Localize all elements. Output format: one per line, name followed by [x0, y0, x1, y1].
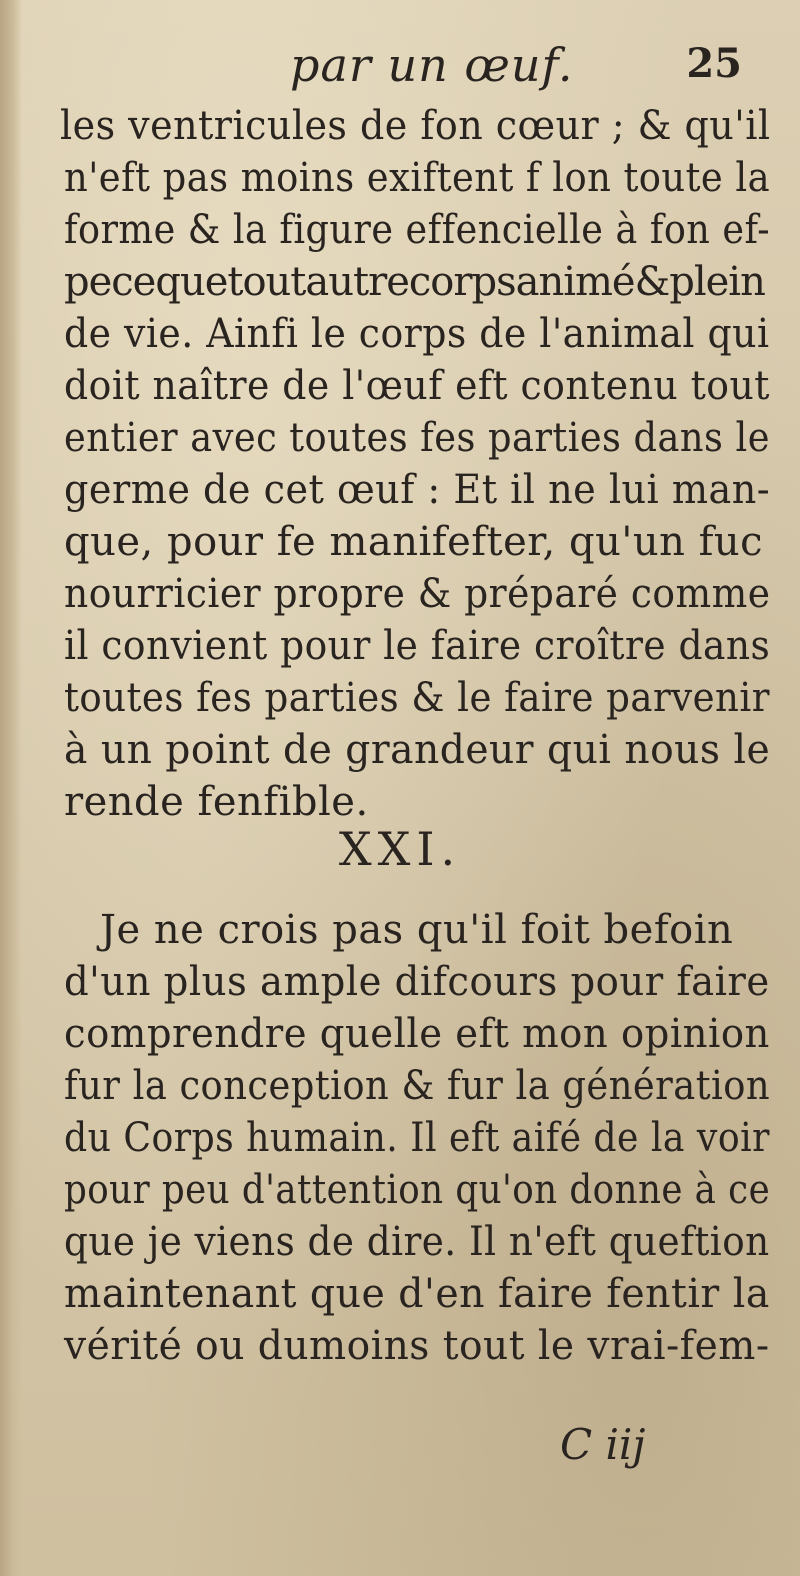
text-line: du Corps humain. Il eft aifé de la voir — [64, 1115, 770, 1161]
text-line: rende fenfible. — [64, 779, 369, 825]
text-line: d'un plus ample difcours pour faire — [64, 959, 770, 1005]
text-line: nourricier propre & préparé comme — [64, 571, 771, 617]
text-line: il convient pour le faire croître dans — [64, 623, 771, 669]
text-line: germe de cet œuf : Et il ne lui man- — [64, 467, 771, 513]
text-line: que, pour fe manifefter, qu'un fuc — [64, 519, 764, 565]
text-line: entier avec toutes fes parties dans le — [64, 415, 770, 461]
text-line: pecequetoutautrecorpsanimé&plein — [64, 259, 765, 305]
signature-mark: C iij — [560, 1420, 646, 1469]
text-line: Je ne crois pas qu'il foit befoin — [100, 907, 734, 953]
page-gutter — [0, 0, 22, 1576]
text-line: doit naître de l'œuf eft contenu tout — [64, 363, 770, 409]
text-line: que je viens de dire. Il n'eft queftion — [64, 1219, 770, 1265]
text-line: vérité ou dumoins tout le vrai-fem- — [64, 1323, 770, 1369]
running-head: par un œuf. — [290, 38, 574, 92]
text-line: toutes fes parties & le faire parvenir — [64, 675, 770, 721]
page-number: 25 — [686, 40, 742, 87]
text-line: fur la conception & fur la génération — [64, 1063, 771, 1109]
section-heading: XXI. — [338, 822, 462, 876]
text-line: forme & la figure effencielle à fon ef- — [64, 207, 771, 253]
text-line: à un point de grandeur qui nous le — [64, 727, 771, 773]
text-line: de vie. Ainfi le corps de l'animal qui — [64, 311, 770, 357]
page-header — [290, 38, 770, 94]
text-line: comprendre quelle eft mon opinion — [64, 1011, 770, 1057]
text-line: les ventricules de fon cœur ; & qu'il — [60, 103, 771, 149]
text-line: maintenant que d'en faire fentir la — [64, 1271, 770, 1317]
text-line: pour peu d'attention qu'on donne à ce — [64, 1167, 771, 1213]
text-line: n'eft pas moins exiftent f lon toute la — [64, 155, 771, 201]
